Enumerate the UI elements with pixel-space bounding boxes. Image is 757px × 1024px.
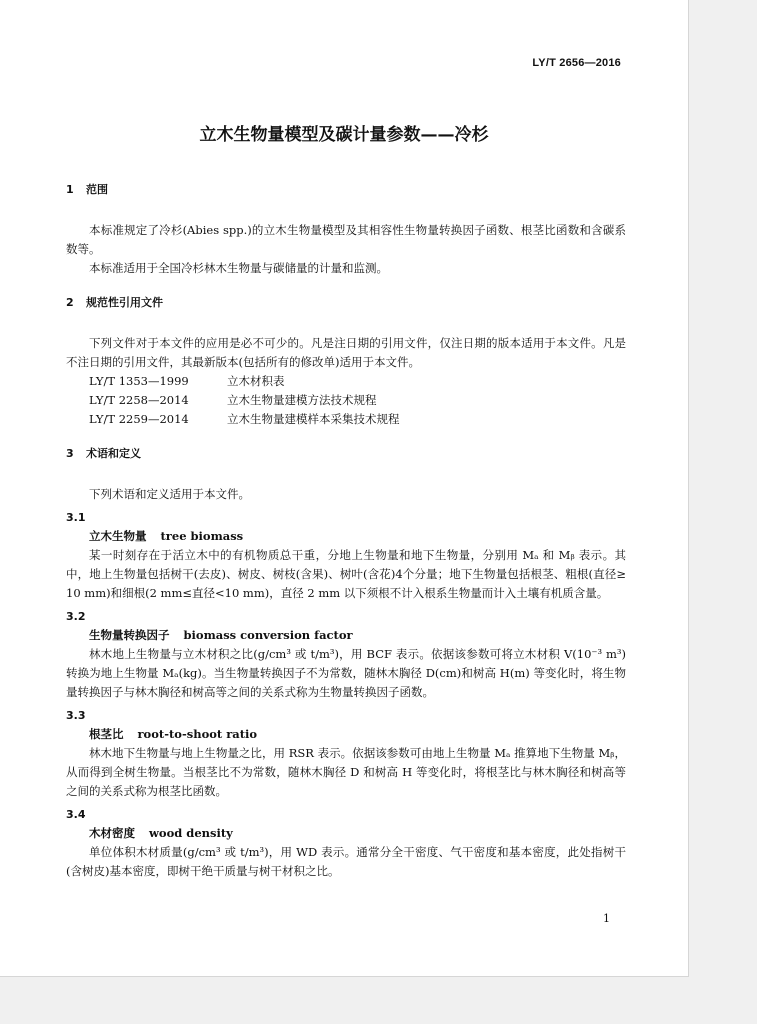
page-number: 1 <box>603 912 610 925</box>
term-heading: 木材密度 wood density <box>89 826 233 840</box>
term-definition: 单位体积木材质量(g/cm³ 或 t/m³)，用 WD 表示。通常分全干密度、气干密度和基本密度，此处指树干(含树皮)基本密度，即树干绝干质量与树干材积之比。 <box>66 845 626 878</box>
section-2-heading: 2 规范性引用文件 <box>66 296 163 309</box>
term-number: 3.1 <box>66 511 86 524</box>
term-heading: 根茎比 root-to-shoot ratio <box>89 727 258 741</box>
section-3-heading: 3 术语和定义 <box>66 447 141 460</box>
reference-item: LY/T 2258—2014 立木生物量建模方法技术规程 <box>89 393 377 407</box>
section-1-heading: 1 范围 <box>66 183 108 196</box>
term-number: 3.4 <box>66 808 86 821</box>
reference-item: LY/T 2259—2014 立木生物量建模样本采集技术规程 <box>89 412 400 426</box>
reference-item: LY/T 1353—1999 立木材积表 <box>89 374 285 388</box>
term-number: 3.2 <box>66 610 86 623</box>
standard-code: LY/T 2656—2016 <box>532 57 621 69</box>
term-definition: 林木地上生物量与立木材积之比(g/cm³ 或 t/m³)，用 BCF 表示。依据该参数可将立木材积 V(10⁻³ m³) 转换为地上生物量 Mₐ(kg)。当生物量转换因子不为常数，随林木胸径 D(cm)和树高 H(m) 等变化时，将生物量转换因子与林木胸径和树高等之间的关系式称为生物量转换因子函数。 <box>66 647 626 699</box>
section-1-paragraph-1: 本标准规定了冷杉(Abies spp.)的立木生物量模型及其相容性生物量转换因子函数、根茎比函数和含碳系数等。 <box>66 223 626 256</box>
term-heading: 生物量转换因子 biomass conversion factor <box>89 628 353 642</box>
page-title: 立木生物量模型及碳计量参数——冷杉 <box>199 125 489 145</box>
term-definition: 某一时刻存在于活立木中的有机物质总干重，分地上生物量和地下生物量，分别用 Mₐ 和 Mᵦ 表示。其中，地上生物量包括树干(去皮)、树皮、树枝(含果)、树叶(含花)4个分量；地下生物量包括根茎、粗根(直径≥10 mm)和细根(2 mm≤直径<10 mm)，直径 2 mm 以下须根不计入根系生物量而计入土壤有机质含量。 <box>66 548 626 600</box>
term-definition: 林木地下生物量与地上生物量之比，用 RSR 表示。依据该参数可由地上生物量 Mₐ 推算地下生物量 Mᵦ，从而得到全树生物量。当根茎比不为常数，随林木胸径 D 和树高 H 等变化时，将根茎比与林木胸径和树高等之间的关系式称为根茎比函数。 <box>66 746 626 798</box>
document-body <box>66 180 626 881</box>
term-number: 3.3 <box>66 709 86 722</box>
section-3-intro: 下列术语和定义适用于本文件。 <box>89 487 250 501</box>
section-1-paragraph-2: 本标准适用于全国冷杉林木生物量与碳储量的计量和监测。 <box>89 261 388 275</box>
term-heading: 立木生物量 tree biomass <box>89 529 244 543</box>
section-2-paragraph-1: 下列文件对于本文件的应用是必不可少的。凡是注日期的引用文件，仅注日期的版本适用于本文件。凡是不注日期的引用文件，其最新版本(包括所有的修改单)适用于本文件。 <box>66 336 626 369</box>
